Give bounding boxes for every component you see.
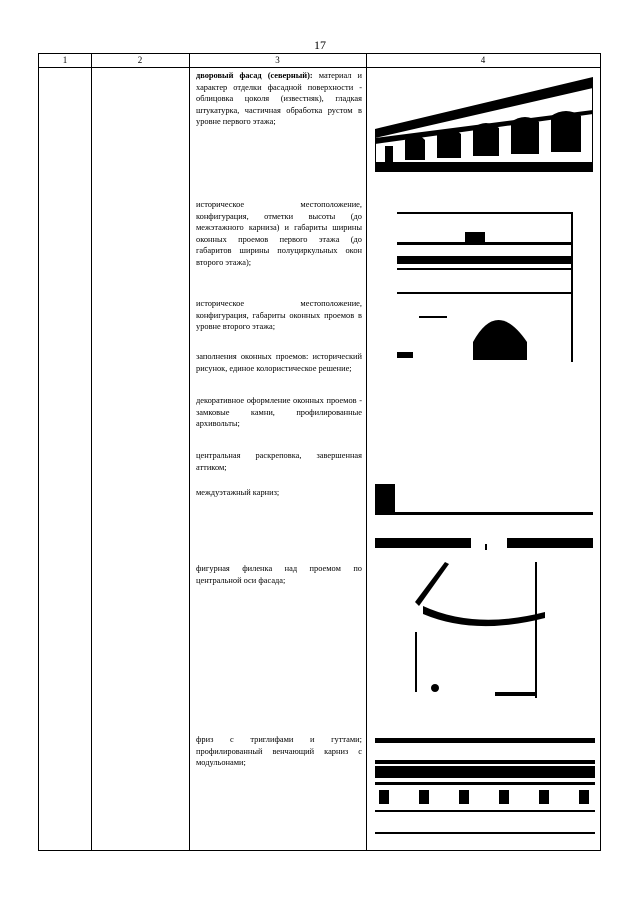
- entry-courtyard-facade: дворовый фасад (северный): материал и характер отделки фасадной поверхности - облицовка цоколя (известняк), гладкая штукатурка, частичная обработка рустом в уровне первого этажа;: [196, 71, 362, 127]
- entry-interfloor-cornice: междуэтажный карниз;: [196, 488, 280, 497]
- entry-central-projection: центральная раскреповка, завершенная аттиком;: [196, 451, 362, 472]
- page-number: 17: [314, 38, 326, 52]
- column-header-2: 2: [137, 55, 143, 65]
- column-divider: [91, 54, 92, 850]
- window-openings-photo: [397, 212, 573, 362]
- entry-window-fillings: заполнения оконных проемов: исторический рисунок, единое колористическое решение;: [196, 352, 362, 373]
- column-divider: [366, 54, 367, 850]
- entry-figured-panel: фигурная филенка над проемом по центральной оси фасада;: [196, 564, 362, 585]
- heritage-table: [38, 53, 601, 851]
- courtyard-facade-photo: [375, 74, 593, 172]
- column-header-3: 3: [275, 55, 280, 65]
- column-header-1: 1: [62, 55, 68, 65]
- entry-first-floor-openings: историческое местоположение, конфигурация, отметки высоты (до межэтажного карниза) и габариты ширины оконных проемов первого этажа (до габаритов ширины полуциркульных окон второго этажа);: [196, 200, 362, 267]
- entry-window-decoration: декоративное оформление оконных проемов - замковые камни, профилированные архивольты;: [196, 396, 362, 429]
- interfloor-cornice-photo: [375, 484, 593, 556]
- entry-second-floor-openings: историческое местоположение, конфигурация, габариты оконных проемов в уровне второго этажа;: [196, 299, 362, 332]
- figured-panel-photo: [415, 562, 547, 698]
- column-divider: [189, 54, 190, 850]
- header-divider: [39, 67, 600, 68]
- frieze-cornice-photo: [375, 736, 595, 844]
- entry-frieze-cornice: фриз с триглифами и гуттами; профилированный венчающий карниз с модульонами;: [196, 735, 362, 768]
- column-header-4: 4: [480, 55, 486, 65]
